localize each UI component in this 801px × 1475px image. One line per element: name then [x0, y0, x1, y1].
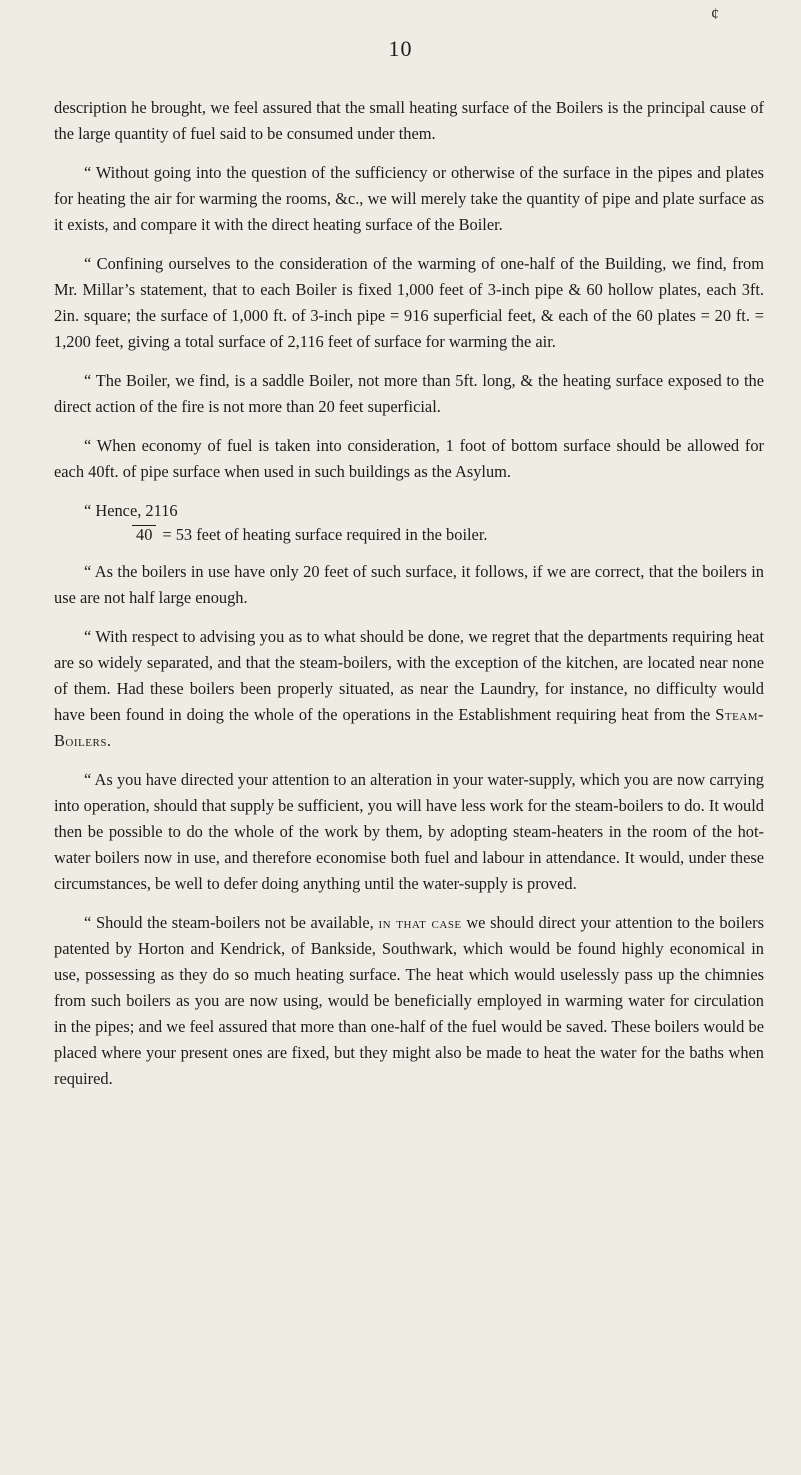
paragraph-7-text: “ With respect to advising you as to what should be done, we regret that the departments requiring heat are so widely separated, and that the steam-boilers, with the exception of the kitchen, are located near none of them. Had these boilers been properly situated, as near the Laundry, for instance, no difficulty would have been found in doing the whole of the operations in the Establishment requiring heat from the: [54, 627, 764, 724]
paragraph-7: [54, 624, 764, 754]
corner-mark: ¢: [711, 6, 719, 23]
paragraph-9-rest: we should direct your attention to the boilers patented by Horton and Kendrick, of Bankside, Southwark, which would be found highly economical in use, possessing as they do so much heating surface. The heat which would uselessly pass up the chimnies from such boilers as you are now using, would be beneficially employed in warming water for circulation in the pipes; and we feel assured that more than one-half of the fuel would be saved. These boilers would be placed where your present ones are fixed, but they might also be made to heat the water for the baths when required.: [54, 913, 764, 1088]
paragraph-5: “ When economy of fuel is taken into consideration, 1 foot of bottom surface should be allowed for each 40ft. of pipe surface when used in such buildings as the Asylum.: [54, 436, 764, 481]
page-number: 10: [388, 36, 413, 61]
calculation-result: [84, 522, 764, 546]
paragraph-3: “ Confining ourselves to the consideration of the warming of one-half of the Building, we find, from Mr. Millar’s statement, that to each Boiler is fixed 1,000 feet of 3-inch pipe & 60 hollow plates, each 3ft. 2in. square; the surface of 1,000 ft. of 3-inch pipe = 916 superficial feet, & each of the 60 plates = 20 ft. = 1,200 feet, giving a total surface of 2,116 feet of surface for warming the air.: [54, 254, 764, 351]
paragraph-2: “ Without going into the question of the sufficiency or otherwise of the surface in the pipes and plates for heating the air for warming the rooms, &c., we will merely take the quantity of pipe and plate surface as it exists, and compare it with the direct heating surface of the Boiler.: [54, 163, 764, 234]
paragraph-6: “ As the boilers in use have only 20 feet of such surface, it follows, if we are correct, that the boilers in use are not half large enough.: [54, 562, 764, 607]
calculation-denominator: 40: [132, 525, 156, 544]
paragraph-4: “ The Boiler, we find, is a saddle Boiler, not more than 5ft. long, & the heating surface exposed to the direct action of the fire is not more than 20 feet superficial.: [54, 371, 764, 416]
paragraph-1: description he brought, we feel assured that the small heating surface of the Boilers is the principal cause of the large quantity of fuel said to be consumed under them.: [54, 98, 764, 143]
paragraph-8: “ As you have directed your attention to an alteration in your water-supply, which you are now carrying into operation, should that supply be sufficient, you will have less work for the steam-boilers to do. It would then be possible to do the whole of the work by them, by adopting steam-heaters in the room of the hot-water boilers now in use, and therefore economise both fuel and labour in attendance. It would, under these circumstances, be well to defer doing anything until the water-supply is proved.: [54, 770, 764, 893]
calculation-numerator: “ Hence, 2116: [84, 501, 178, 520]
calculation-result-text: = 53 feet of heating surface required in the boiler.: [162, 525, 488, 544]
in-that-case-smallcaps: in that case: [378, 913, 462, 932]
body-text: [54, 95, 764, 1105]
calculation: [54, 498, 764, 546]
paragraph-9-start: “ Should the steam-boilers not be available,: [84, 913, 374, 932]
paragraph-9: [54, 910, 764, 1092]
steam-boilers-smallcaps: Steam-Boilers.: [54, 705, 764, 750]
